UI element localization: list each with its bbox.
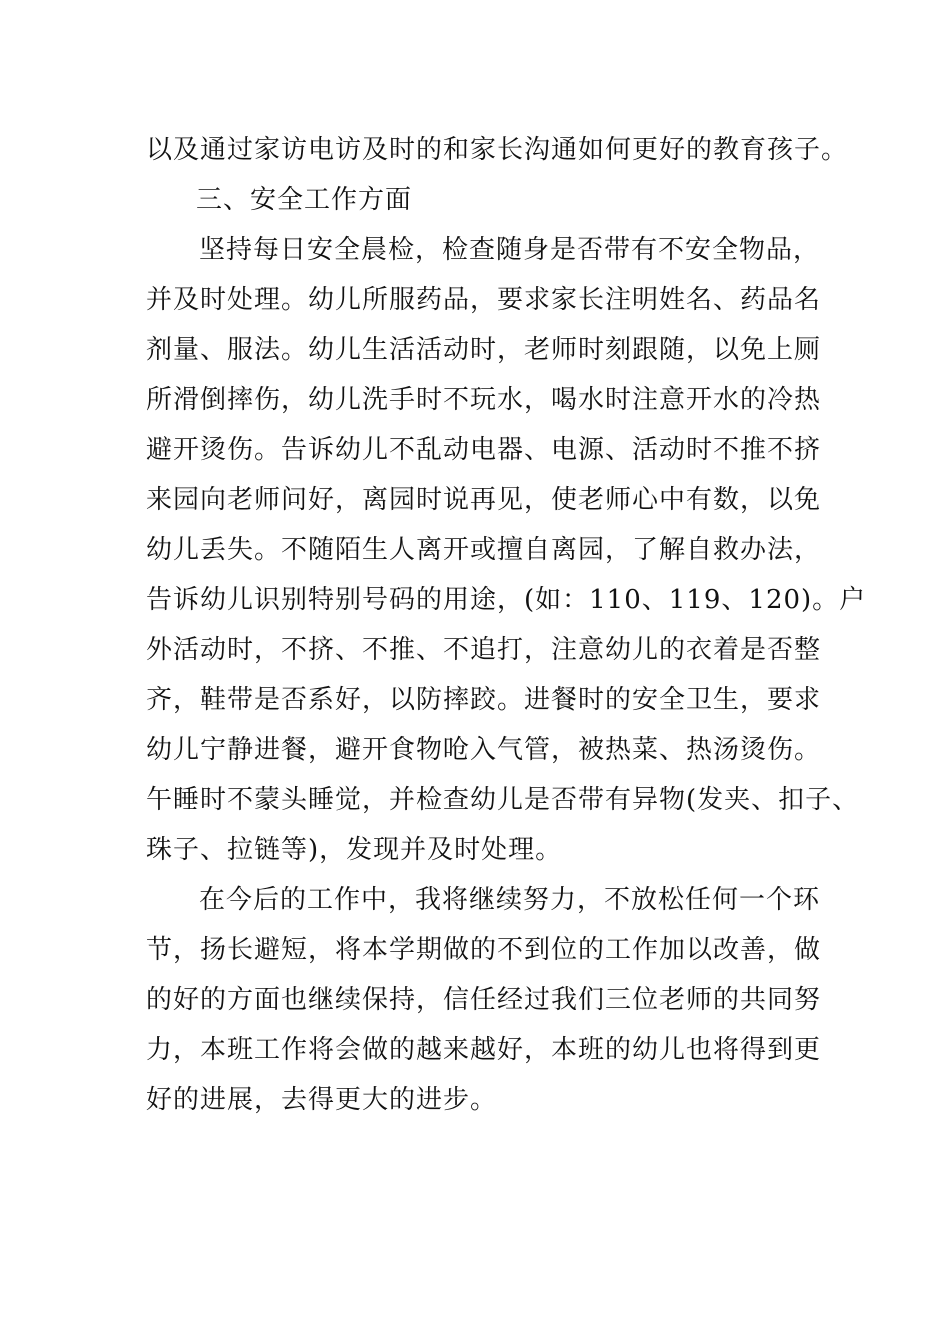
section-heading: 三、安全工作方面: [196, 185, 413, 215]
body-text-line: 力，本班工作将会做的越来越好，本班的幼儿也将得到更: [146, 1035, 822, 1065]
body-text-line: 幼儿宁静进餐，避开食物呛入气管，被热菜、热汤烫伤。: [146, 735, 822, 765]
body-text-line: 幼儿丢失。不随陌生人离开或擅自离园，了解自救办法，: [146, 535, 822, 565]
body-text-line: 避开烫伤。告诉幼儿不乱动电器、电源、活动时不推不挤: [146, 435, 822, 465]
body-text-line: 来园向老师问好，离园时说再见，使老师心中有数，以免: [146, 485, 822, 515]
body-text-line: 所滑倒摔伤，幼儿洗手时不玩水，喝水时注意开水的冷热: [146, 385, 822, 415]
body-text-line: 好的进展，去得更大的进步。: [146, 1085, 498, 1115]
body-text-line: 并及时处理。幼儿所服药品，要求家长注明姓名、药品名: [146, 285, 822, 315]
body-text-line: 珠子、拉链等)，发现并及时处理。: [146, 835, 563, 865]
paragraph-first-line: 在今后的工作中，我将继续努力，不放松任何一个环: [199, 885, 821, 915]
body-text-line: 外活动时，不挤、不推、不追打，注意幼儿的衣着是否整: [146, 635, 822, 665]
body-text-line: 的好的方面也继续保持，信任经过我们三位老师的共同努: [146, 985, 822, 1015]
body-text-line: 齐，鞋带是否系好，以防摔跤。进餐时的安全卫生，要求: [146, 685, 822, 715]
body-text-line: 午睡时不蒙头睡觉，并检查幼儿是否带有异物(发夹、扣子、: [146, 785, 860, 815]
body-text-line: 节，扬长避短，将本学期做的不到位的工作加以改善，做: [146, 935, 822, 965]
body-text-line: 以及通过家访电访及时的和家长沟通如何更好的教育孩子。: [146, 135, 849, 165]
paragraph-first-line: 坚持每日安全晨检，检查随身是否带有不安全物品，: [199, 235, 821, 265]
body-text-line: 告诉幼儿识别特别号码的用途，(如：110、119、120)。户: [146, 585, 867, 615]
body-text-line: 剂量、服法。幼儿生活活动时，老师时刻跟随，以免上厕: [146, 335, 822, 365]
